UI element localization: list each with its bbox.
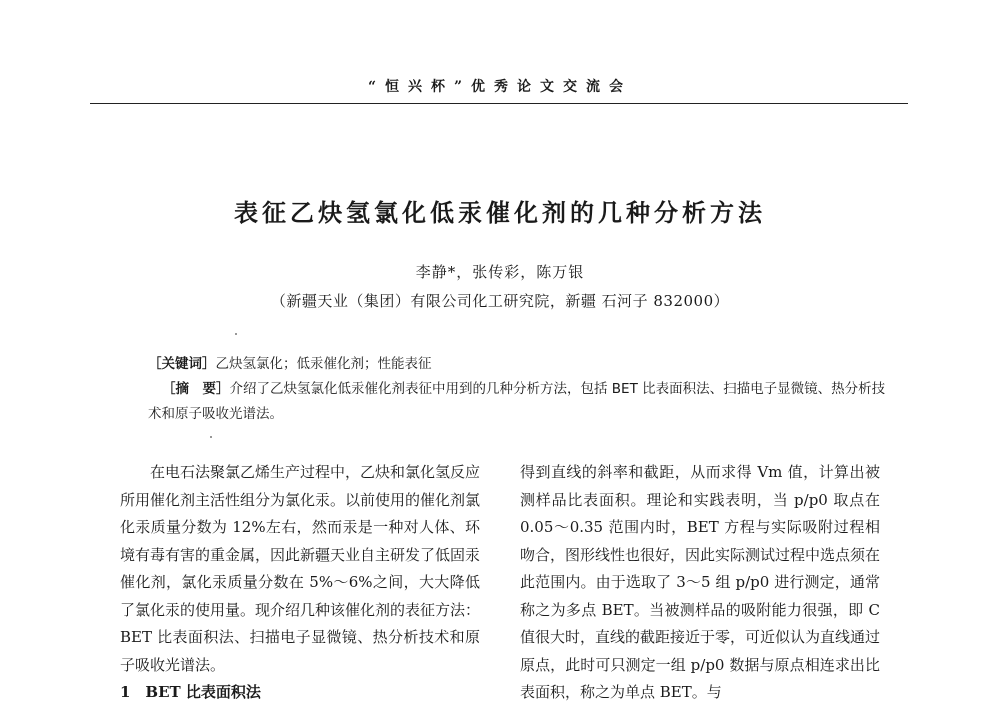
scan-speck bbox=[235, 333, 237, 335]
abstract-label: ［摘 要］ bbox=[162, 381, 230, 397]
affiliation: （新疆天业（集团）有限公司化工研究院，新疆 石河子 832000） bbox=[270, 292, 730, 310]
running-header: “恒兴杯”优秀论文交流会 bbox=[367, 79, 633, 95]
author-list: 李静*，张传彩，陈万银 bbox=[415, 263, 585, 281]
header-rule bbox=[90, 103, 908, 104]
body-column-left bbox=[120, 459, 480, 707]
scan-speck bbox=[210, 436, 212, 438]
body-paragraph: 在电石法聚氯乙烯生产过程中，乙炔和氯化氢反应所用催化剂主活性组分为氯化汞。以前使用的催化剂氯化汞质量分数为 12%左右，然而汞是一种对人体、环境有毒有害的重金属，因此新疆天业自主研发了低固汞催化剂，氯化汞质量分数在 5%～6%之间，大大降低了氯化汞的使用量。现介绍几种该催化剂的表征方法：BET 比表面积法、扫描电子显微镜、热分析技术和原子吸收光谱法。 bbox=[120, 463, 481, 674]
body-paragraph: 得到直线的斜率和截距，从而求得 Vm 值，计算出被测样品比表面积。理论和实践表明，当 p/p0 取点在 0.05～0.35 范围内时，BET 方程与实际吸附过程相吻合，图形线性也很好，因此实际测试过程中选点须在此范围内。由于选取了 3～5 组 p/p0 进行测定，通常称之为多点 BET。当被测样品的吸附能力很强，即 C 值很大时，直线的截距接近于零，可近似认为直线通过原点，此时可只测定一组 p/p0 数据与原点相连求出比表面积，称之为单点 BET。与 bbox=[520, 463, 881, 701]
keywords-text: 乙炔氢氯化；低汞催化剂；性能表征 bbox=[215, 356, 432, 372]
keywords-label: ［关键词］ bbox=[148, 356, 216, 372]
keywords-block bbox=[148, 352, 893, 377]
article-title: 表征乙炔氢氯化低汞催化剂的几种分析方法 bbox=[234, 198, 766, 227]
abstract-text: 介绍了乙炔氢氯化低汞催化剂表征中用到的几种分析方法，包括 BET 比表面积法、扫描电子显微镜、热分析技术和原子吸收光谱法。 bbox=[148, 381, 886, 422]
section-heading: 1 BET 比表面积法 bbox=[120, 683, 261, 701]
body-column-right bbox=[520, 459, 880, 707]
abstract-block bbox=[148, 377, 893, 427]
